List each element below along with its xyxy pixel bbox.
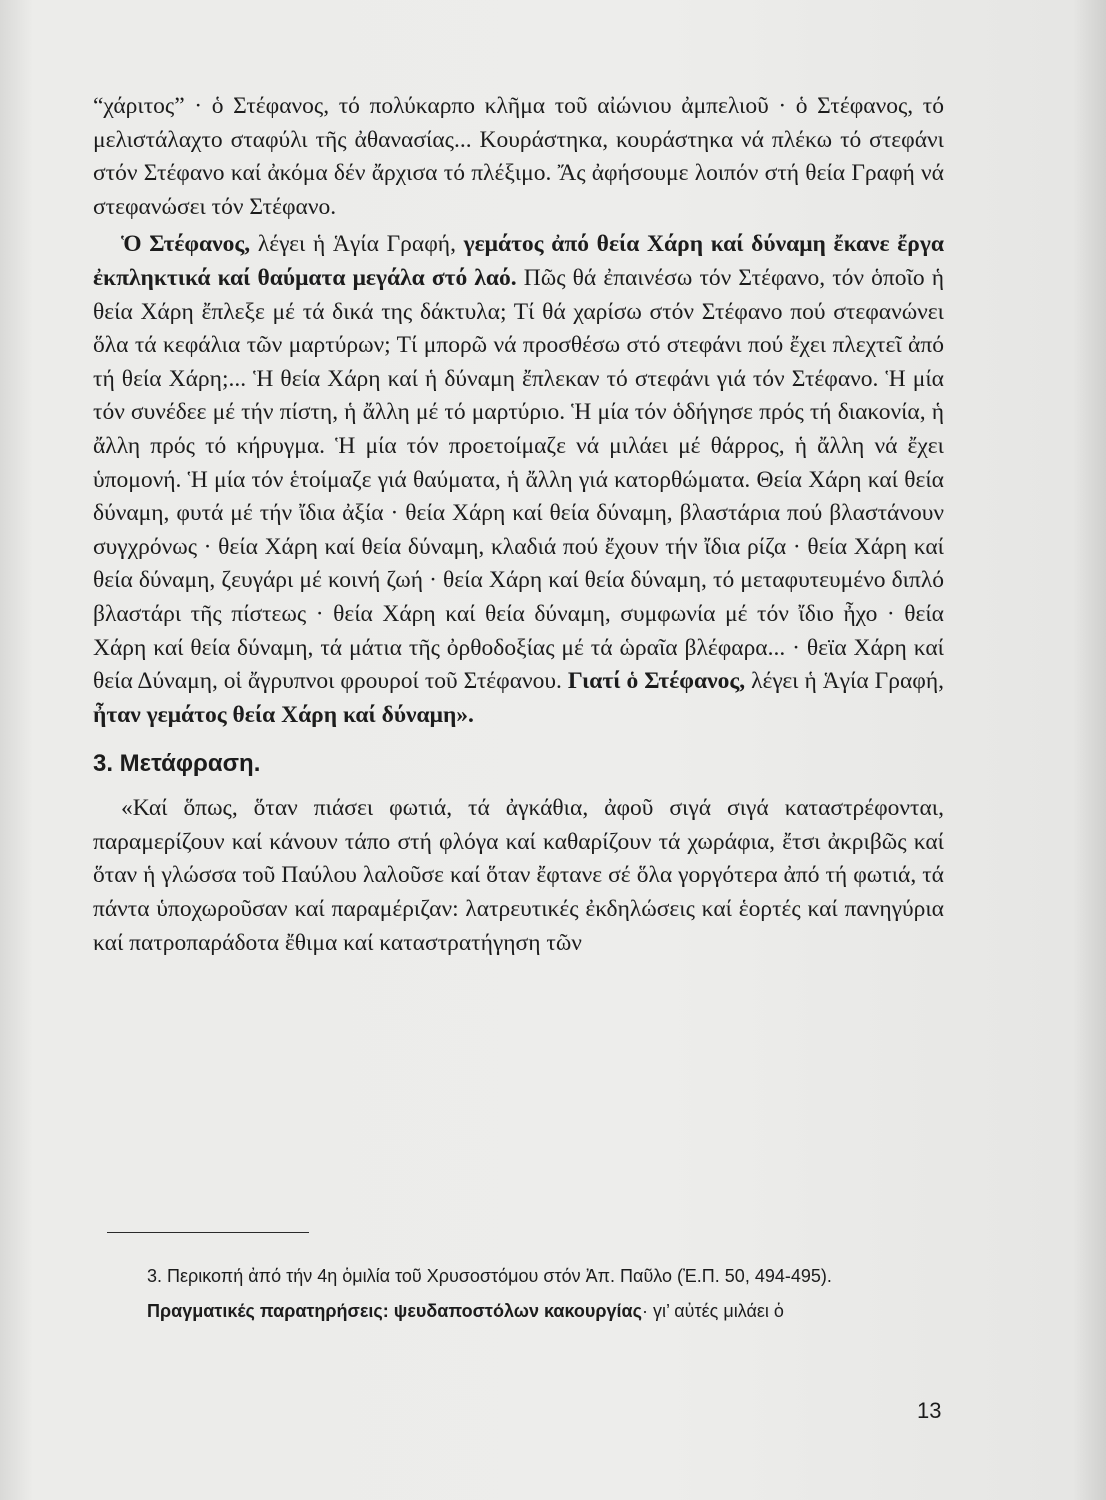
text-run-2: Πῶς θά ἐπαινέσω τόν Στέφανο, τόν ὁποῖο ἡ θεία Χάρη ἔπλεξε μέ τά δικά της δάκτυλα; Τί θά χαρίσω στόν Στέφανο πού στεφανώνει ὅλα τά κεφάλια τῶν μαρτύρων; Τί μπορῶ νά προσθέσω στό στεφάνι πού ἔχει πλεχτεῖ ἀπό τή θεία Χάρη;... Ἡ θεία Χάρη καί ἡ δύναμη ἔπλεκαν τό στεφάνι γιά τόν Στέφανο. Ἡ μία τόν συνέδεε μέ τήν πίστη, ἡ ἄλλη μέ τό μαρτύριο. Ἡ μία τόν ὁδήγησε πρός τή διακονία, ἡ ἄλλη πρός τό κήρυγμα. Ἡ μία τόν προετοίμαζε νά μιλάει μέ θάρρος, ἡ ἄλλη νά ἔχει ὑπομονή. Ἡ μία τόν ἑτοίμαζε γιά θαύματα, ἡ ἄλλη γιά κατορθώματα. Θεία Χάρη καί θεία δύναμη, φυτά μέ τήν ἴδια ἀξία · θεία Χάρη καί θεία δύναμη, βλαστάρια πού βλαστάνουν συγχρόνως · θεία Χάρη καί θεία δύναμη, κλαδιά πού ἔχουν τήν ἴδια ρίζα · θεία Χάρη καί θεία δύναμη, ζευγάρι μέ κοινή ζωή · θεία Χάρη καί θεία δύναμη, τό μεταφυτευμένο διπλό βλαστάρι τῆς πίστεως · θεία Χάρη καί θεία δύναμη, συμφωνία μέ τόν ἴδιο ἦχο · θεία Χάρη καί θεία δύναμη, τά μάτια τῆς ὀρθοδοξίας μέ τά ὡραῖα βλέφαρα... · θεϊα Χάρη καί θεία Δύναμη, οἱ ἄγρυπνοι φρουροί τοῦ Στέφανου.: [93, 264, 944, 695]
footnote-2: [107, 1297, 945, 1326]
footnote-2-text: · γι’ αὐτές μιλάει ὁ: [641, 1301, 784, 1321]
paragraph-1: “χάριτος” · ὁ Στέφανος, τό πολύκαρπο κλῆμα τοῦ αἰώνιου ἀμπελιοῦ · ὁ Στέφανος, τό μελιστάλαχτο σταφύλι τῆς ἀθανασίας... Κουράστηκα, κουράστηκα νά πλέκω τό στεφάνι στόν Στέφανο καί ἀκόμα δέν ἄρχισα τό πλέξιμο. Ἄς ἀφήσουμε λοιπόν στή θεία Γραφή νά στεφανώσει τόν Στέφανο.: [93, 93, 944, 220]
text-run-3: λέγει ἡ Ἁγία Γραφή,: [745, 668, 944, 695]
page-number: 13: [917, 1398, 942, 1423]
footnote-divider: [107, 1232, 309, 1233]
bold-phrase-1: Ὁ Στέφανος,: [121, 231, 251, 258]
paragraph-2: [93, 228, 944, 732]
bold-phrase-3: Γιατί ὁ Στέφανος,: [567, 668, 746, 695]
bold-phrase-2: γεμάτος ἀπό θεία Χάρη καί δύναμη ἔκανε ἔργα ἐκπληκτικά καί θαύματα μεγάλα στό λαό.: [93, 231, 944, 291]
section-heading: 3. Μετάφραση.: [93, 750, 261, 778]
footnotes: [107, 1262, 945, 1326]
paragraph-3: «Καί ὅπως, ὅταν πιάσει φωτιά, τά ἀγκάθια, ἀφοῦ σιγά σιγά καταστρέφονται, παραμερίζουν καί κάνουν τάπο στή φλόγα καί καθαρίζουν τά χωράφια, ἔτσι ἀκριβῶς καί ὅταν ἡ γλώσσα τοῦ Παύλου λαλοῦσε καί ὅταν ἔφτανε σέ ὅλα γοργότερα ἀπό τή φωτιά, τά πάντα ὑποχωροῦσαν καί παραμέριζαν: λατρευτικές ἐκδηλώσεις καί ἑορτές καί πανηγύρια καί πατροπαράδοτα ἔθιμα καί καταστρατήγηση τῶν: [93, 795, 944, 956]
bold-phrase-4: ἦταν γεμάτος θεία Χάρη καί δύναμη».: [93, 701, 474, 728]
main-text: [93, 90, 944, 960]
text-run-1: λέγει ἡ Ἁγία Γραφή,: [250, 231, 464, 258]
footnote-2-bold: Πραγματικές παρατηρήσεις: ψευδαποστόλων κακουργίας: [147, 1301, 642, 1321]
footnote-1: 3. Περικοπή ἀπό τήν 4η ὁμιλία τοῦ Χρυσοστόμου στόν Ἀπ. Παῦλο (Ἐ.Π. 50, 494-495).: [147, 1266, 832, 1286]
